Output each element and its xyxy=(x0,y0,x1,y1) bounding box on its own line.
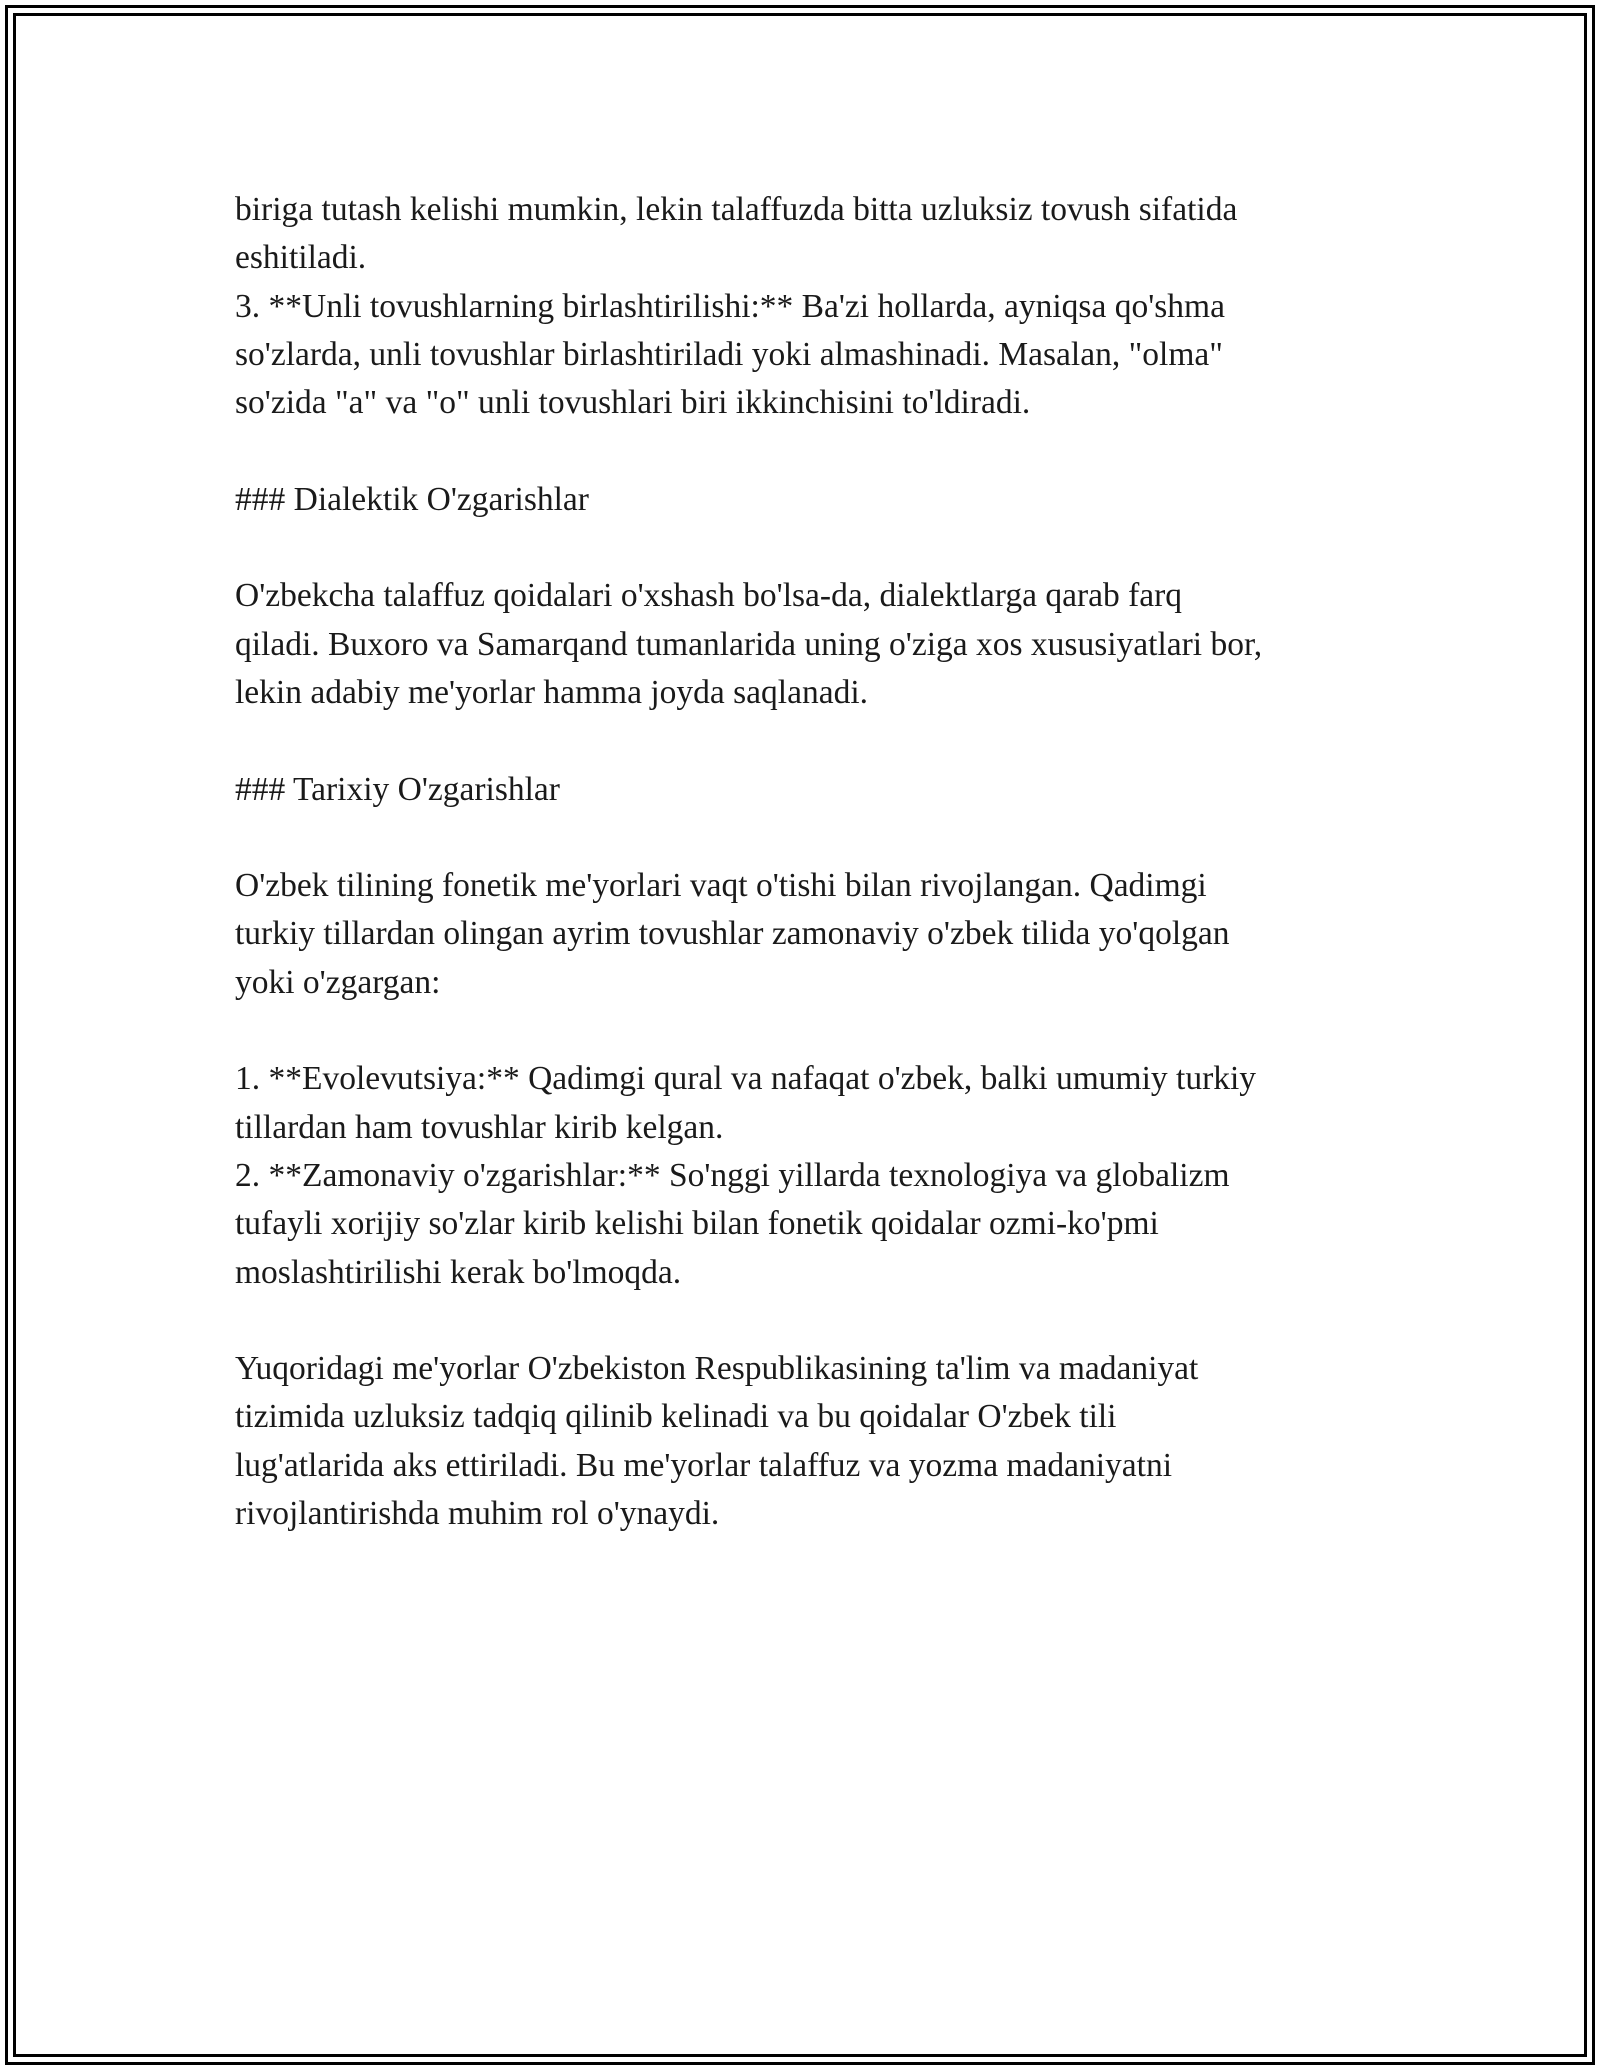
text-line: 1. **Evolevutsiya:** Qadimgi qural va nafaqat o'zbek, balki umumiy turkiy xyxy=(235,1060,1257,1098)
list-item-2 xyxy=(235,1152,1375,1297)
heading-dialect: ### Dialektik O'zgarishlar xyxy=(235,480,589,518)
blank-line xyxy=(235,427,1375,475)
blank-line xyxy=(235,717,1375,765)
text-line: O'zbekcha talaffuz qoidalari o'xshash bo'lsa-da, dialektlarga qarab farq xyxy=(235,577,1183,615)
text-line: moslashtirilishi kerak bo'lmoqda. xyxy=(235,1253,682,1291)
heading-history: ### Tarixiy O'zgarishlar xyxy=(235,770,560,808)
blank-line xyxy=(235,524,1375,572)
text-line: biriga tutash kelishi mumkin, lekin talaffuzda bitta uzluksiz tovush sifatida xyxy=(235,191,1238,228)
text-line: O'zbek tilining fonetik me'yorlari vaqt o'tishi bilan rivojlangan. Qadimgi xyxy=(235,867,1207,905)
text-line: 2. **Zamonaviy o'zgarishlar:** So'nggi yillarda texnologiya va globalizm xyxy=(235,1156,1230,1194)
blank-line xyxy=(235,1007,1375,1055)
text-line: tillardan ham tovushlar kirib kelgan. xyxy=(235,1108,724,1146)
text-line: turkiy tillardan olingan ayrim tovushlar zamonaviy o'zbek tilida yo'qolgan xyxy=(235,915,1230,953)
text-line: so'zlarda, unli tovushlar birlashtiriladi yoki almashinadi. Masalan, "olma" xyxy=(235,335,1223,373)
text-line: tufayli xorijiy so'zlar kirib kelishi bilan fonetik qoidalar ozmi-ko'pmi xyxy=(235,1205,1159,1243)
text-line: 3. **Unli tovushlarning birlashtirilishi:** Ba'zi hollarda, ayniqsa qo'shma xyxy=(235,287,1225,325)
text-line: Yuqoridagi me'yorlar O'zbekiston Respublikasining ta'lim va madaniyat xyxy=(235,1350,1199,1388)
text-line: rivojlantirishda muhim rol o'ynaydi. xyxy=(235,1495,720,1533)
intro-paragraph xyxy=(235,186,1375,283)
list-item-3 xyxy=(235,283,1375,428)
conclusion-paragraph xyxy=(235,1345,1375,1538)
blank-line xyxy=(235,814,1375,862)
dialect-paragraph xyxy=(235,572,1375,717)
text-line: so'zida "a" va "o" unli tovushlari biri ikkinchisini to'ldiradi. xyxy=(235,384,1031,422)
history-paragraph xyxy=(235,862,1375,1007)
text-line: yoki o'zgargan: xyxy=(235,963,441,1001)
blank-line xyxy=(235,1297,1375,1345)
text-line: eshitiladi. xyxy=(235,239,367,277)
text-line: qiladi. Buxoro va Samarqand tumanlarida uning o'ziga xos xususiyatlari bor, xyxy=(235,625,1263,663)
text-line: lug'atlarida aks ettiriladi. Bu me'yorlar talaffuz va yozma madaniyatni xyxy=(235,1446,1173,1484)
text-line: tizimida uzluksiz tadqiq qilinib kelinadi va bu qoidalar O'zbek tili xyxy=(235,1398,1117,1436)
document-body xyxy=(235,186,1375,1538)
text-line: lekin adabiy me'yorlar hamma joyda saqlanadi. xyxy=(235,673,869,711)
list-item-1 xyxy=(235,1055,1375,1152)
